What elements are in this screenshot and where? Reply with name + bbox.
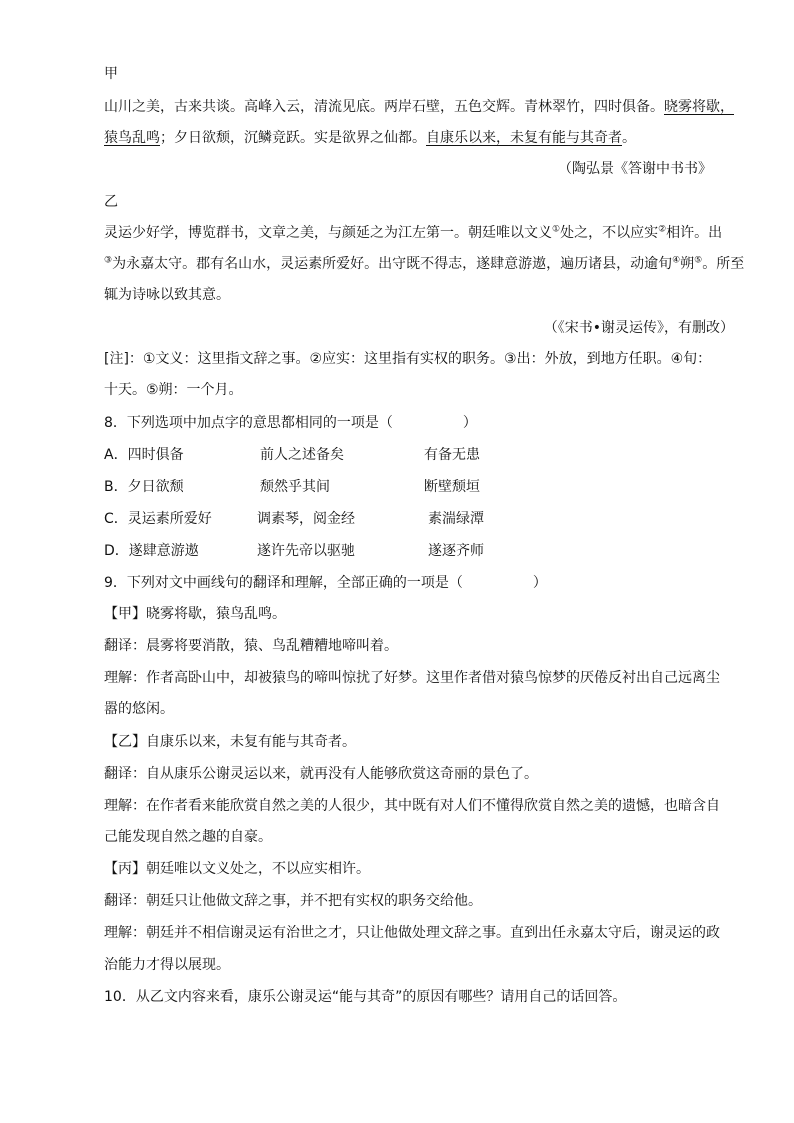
passage-jia-label: 甲 (104, 66, 118, 82)
option-b-col2: 颓然乎其间 (260, 479, 330, 495)
passage-jia-text: ；夕日欲颓，沉鳞竞跃。实是欲界之仙都。 (160, 130, 426, 146)
passage-yi-label: 乙 (104, 194, 118, 210)
underlined-sentence-a: 晓雾将歇， (664, 99, 734, 115)
option-d-col3: 遂逐齐师 (428, 543, 484, 559)
q8-stem: 8．下列选项中加点字的意思都相同的一项是（ ） (104, 415, 477, 431)
option-a-col2: 前人之述备矣 (260, 447, 344, 463)
option-b-col1: B．夕日欲颓 (104, 479, 184, 495)
passage-yi-text: 。所至 (702, 256, 745, 272)
option-a-col3: 有备无患 (424, 447, 480, 463)
q10-stem: 10．从乙文内容来看，康乐公谢灵运“能与其奇”的原因有哪些？请用自己的话回答。 (104, 989, 627, 1005)
q9-c-translation: 翻译：朝廷只让他做文辞之事，并不把有实权的职务交给他。 (104, 893, 482, 909)
passage-yi-line2 (104, 254, 745, 274)
footnote-mark: ② (658, 224, 667, 235)
notes-line1: [注]：①文义：这里指文辞之事。②应实：这里指有实权的职务。③出：外放，到地方任职。④旬： (104, 351, 712, 367)
passage-jia-source: （陶弘景《答谢中书书》 (558, 161, 712, 177)
option-d-col2: 遂许先帝以驱驰 (257, 543, 355, 559)
passage-yi-line1 (104, 223, 734, 243)
footnote-mark: ④ (672, 255, 681, 266)
passage-yi-line3: 辄为诗咏以致其意。 (104, 287, 230, 303)
q9-b-understanding-2: 己能发现自然之趣的自豪。 (104, 829, 272, 845)
passage-yi-text: 相许。出 (666, 225, 723, 241)
period: 。 (622, 130, 636, 146)
option-c-col1: C．灵运素所爱好 (104, 511, 212, 527)
q9-b-translation: 翻译：自从康乐公谢灵运以来，就再没有人能够欣赏这奇丽的景色了。 (104, 766, 538, 782)
underlined-sentence-b: 自康乐以来，未复有能与其奇者 (426, 130, 622, 146)
passage-yi-text: 灵运少好学，博览群书，文章之美，与颜延之为江左第一。朝廷唯以文义 (104, 225, 552, 241)
option-d-col1: D．遂肆意游遨 (104, 543, 199, 559)
option-c-col3: 素湍绿潭 (428, 511, 484, 527)
q9-a-understanding-1: 理解：作者高卧山中，却被猿鸟的啼叫惊扰了好梦。这里作者借对猿鸟惊梦的厌倦反衬出自己远离尘 (104, 670, 720, 686)
option-b-col3: 断壁颓垣 (424, 479, 480, 495)
q9-c-head: 【丙】朝廷唯以文义处之，不以应实相许。 (104, 861, 370, 877)
passage-yi-text: 处之，不以应实 (560, 225, 659, 241)
underlined-sentence-a-cont: 猿鸟乱鸣 (104, 130, 160, 146)
footnote-mark: ① (552, 224, 561, 235)
passage-yi-text: 朔 (680, 256, 695, 272)
q9-b-head: 【乙】自康乐以来，未复有能与其奇者。 (104, 734, 356, 750)
q9-b-understanding-1: 理解：在作者看来能欣赏自然之美的人很少，其中既有对人们不懂得欣赏自然之美的遗憾，也暗含自 (104, 798, 720, 814)
passage-jia-line2 (104, 128, 734, 148)
option-c-col2: 调素琴，阅金经 (257, 511, 355, 527)
option-a-col1: A．四时俱备 (104, 447, 184, 463)
passage-jia-text: 山川之美，古来共谈。高峰入云，清流见底。两岸石壁，五色交辉。青林翠竹，四时俱备。 (104, 99, 664, 115)
footnote-mark: ⑤ (694, 255, 703, 266)
q9-a-understanding-2: 嚣的悠闲。 (104, 701, 174, 717)
q9-a-head: 【甲】晓雾将歇，猿鸟乱鸣。 (104, 606, 286, 622)
passage-yi-text: 为永嘉太守。郡有名山水，灵运素所爱好。出守既不得志，遂肆意游遨，遍历诸县，动逾旬 (112, 256, 673, 272)
notes-line2: 十天。⑤朔：一个月。 (104, 382, 243, 398)
q9-a-translation: 翻译：晨雾将要消散，猿、鸟乱糟糟地啼叫着。 (104, 638, 398, 654)
q9-c-understanding-2: 治能力才得以展现。 (104, 957, 230, 973)
footnote-mark: ③ (104, 255, 113, 266)
q9-stem: 9．下列对文中画线句的翻译和理解，全部正确的一项是（ ） (104, 575, 547, 591)
q9-c-understanding-1: 理解：朝廷并不相信谢灵运有治世之才，只让他做处理文辞之事。直到出任永嘉太守后，谢灵运的政 (104, 925, 720, 941)
passage-yi-source: （《宋书•谢灵运传》，有删改） (543, 320, 734, 336)
passage-jia-line1 (104, 97, 734, 117)
